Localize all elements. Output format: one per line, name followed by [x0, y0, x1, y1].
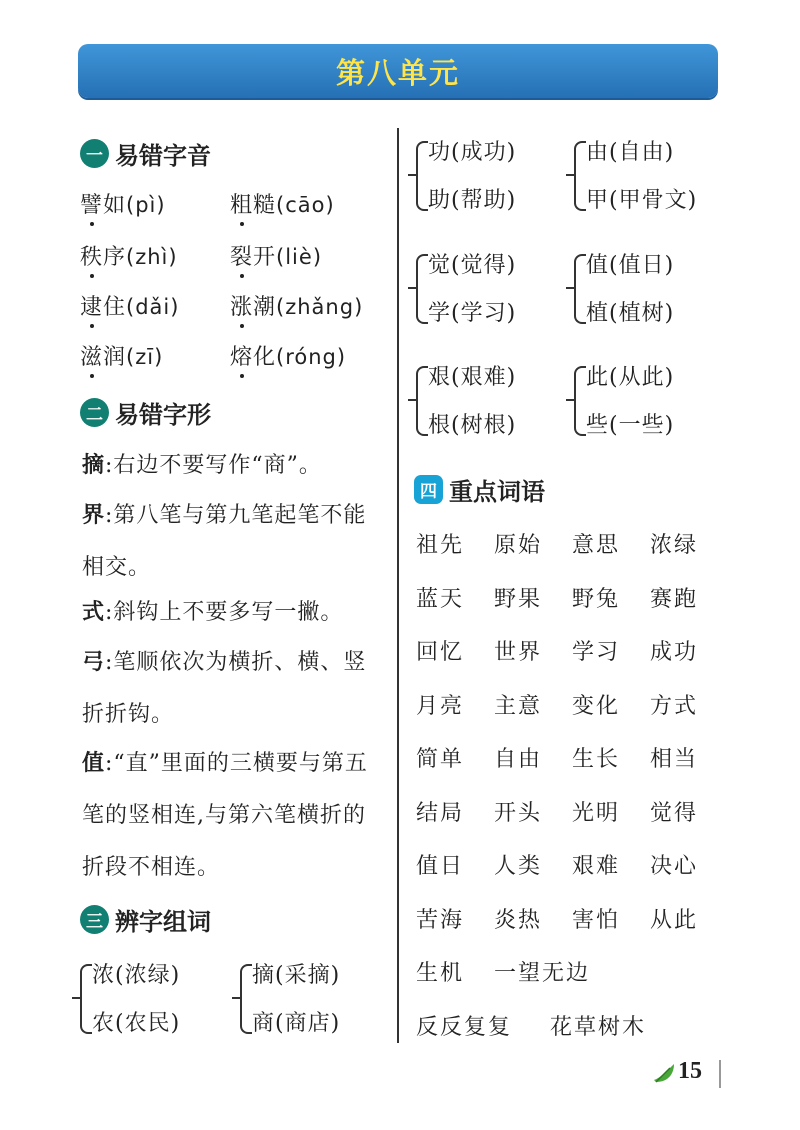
pair-word-2: 学(学习)	[428, 301, 517, 326]
section-4-badge: 四	[414, 475, 443, 504]
unit-banner	[78, 44, 718, 98]
brace-icon	[574, 141, 586, 211]
section-2-badge: 二	[80, 398, 109, 427]
vocab-word: 方式	[650, 693, 699, 719]
pair-word-2: 农(农民)	[92, 1011, 181, 1036]
pair-word-1: 摘(采摘)	[252, 963, 341, 988]
vocab-word: 值日	[416, 854, 465, 879]
vocab-word: 生长	[572, 747, 621, 772]
pronunciation-item	[80, 340, 163, 371]
pair-word-1: 艰(艰难)	[428, 365, 517, 390]
pronunciation-item	[230, 290, 363, 321]
glyph-rule	[82, 738, 387, 894]
pair-word-1: 浓(浓绿)	[92, 963, 181, 988]
glyph-rule	[82, 440, 387, 492]
rule-char: 式	[82, 600, 106, 625]
rule-char: 界	[82, 503, 106, 528]
brace-icon	[416, 366, 428, 436]
marked-char: 譬	[80, 193, 104, 218]
brace-icon	[574, 254, 586, 324]
vocab-word: 开头	[494, 800, 543, 826]
vocab-word: 苦海	[416, 907, 465, 933]
rule-char: 值	[82, 751, 106, 776]
pinyin: (cāo)	[276, 193, 335, 217]
section-3-heading	[80, 902, 211, 937]
vocab-word: 炎热	[494, 907, 543, 933]
vocab-word: 人类	[494, 854, 543, 879]
vocab-word: 成功	[650, 640, 699, 665]
brace-icon	[416, 141, 428, 211]
vocab-word: 意思	[572, 533, 621, 558]
vocab-word: 光明	[572, 800, 621, 826]
vocab-word: 赛跑	[650, 586, 699, 612]
vocab-word: 艰难	[572, 854, 621, 879]
column-divider	[397, 128, 399, 1043]
rule-text: :笔顺依次为横折、横、竖折折钩。	[82, 650, 367, 727]
marked-char: 熔	[230, 345, 254, 370]
word-char: 如	[103, 193, 127, 218]
pair-word-2: 些(一些)	[586, 413, 675, 438]
vocab-word: 一望无边	[494, 961, 591, 986]
vocab-word: 害怕	[572, 907, 621, 933]
section-3-badge: 三	[80, 905, 109, 934]
rule-text: :斜钩上不要多写一撇。	[105, 600, 344, 625]
section-1-title: 易错字音	[115, 142, 211, 170]
word-char: 润	[103, 345, 127, 370]
pair-word-2: 助(帮助)	[428, 188, 517, 213]
section-2-heading	[80, 395, 211, 430]
vocab-word: 世界	[494, 640, 543, 665]
vocab-word: 月亮	[416, 693, 465, 719]
pair-word-1: 此(从此)	[586, 365, 675, 390]
glyph-rule	[82, 490, 387, 594]
marked-char: 秩	[80, 245, 104, 270]
pronunciation-item	[230, 188, 335, 219]
vocab-word: 变化	[572, 693, 621, 719]
brace-icon	[240, 964, 252, 1034]
section-1-badge: 一	[80, 139, 109, 168]
brace-icon	[574, 366, 586, 436]
pinyin: (zī)	[126, 345, 164, 369]
pair-word-1: 由(自由)	[586, 140, 675, 165]
pronunciation-item	[80, 188, 166, 219]
section-1-heading	[80, 136, 211, 171]
page-edge-line	[719, 1060, 721, 1088]
vocab-word: 浓绿	[650, 533, 699, 558]
pinyin: (pì)	[126, 193, 166, 217]
pinyin: (zhǎng)	[276, 295, 364, 319]
glyph-rule	[82, 587, 387, 639]
section-4-heading	[414, 472, 545, 507]
vocab-word: 自由	[494, 747, 543, 772]
rule-text: :右边不要写作“商”。	[105, 453, 322, 478]
page-number: 15	[678, 1058, 702, 1084]
brace-icon	[416, 254, 428, 324]
vocab-word: 从此	[650, 907, 699, 933]
vocab-word: 反反复复	[416, 1014, 513, 1040]
pronunciation-item	[80, 290, 179, 321]
vocab-word: 野果	[494, 586, 543, 612]
pronunciation-item	[230, 240, 322, 271]
vocab-word: 生机	[416, 961, 465, 986]
pair-word-2: 根(树根)	[428, 413, 517, 438]
vocab-word: 主意	[494, 693, 543, 719]
pronunciation-item	[230, 340, 346, 371]
rule-text: :“直”里面的三横要与第五笔的竖相连,与第六笔横折的折段不相连。	[82, 751, 368, 880]
rule-text: :第八笔与第九笔起笔不能相交。	[82, 503, 367, 580]
section-3-title: 辨字组词	[115, 908, 211, 936]
marked-char: 涨	[230, 295, 254, 320]
word-char: 序	[103, 245, 127, 270]
vocab-word: 结局	[416, 800, 465, 826]
vocab-word: 花草树木	[550, 1014, 647, 1040]
word-char: 糙	[253, 193, 277, 218]
vocab-word: 相当	[650, 747, 699, 772]
marked-char: 逮	[80, 295, 104, 320]
pronunciation-item	[80, 240, 178, 271]
rule-char: 弓	[82, 650, 106, 675]
vocab-word: 蓝天	[416, 586, 465, 612]
pair-word-2: 商(商店)	[252, 1011, 341, 1036]
pair-word-1: 值(值日)	[586, 253, 675, 278]
pinyin: (dǎi)	[126, 295, 180, 319]
leaf-icon	[652, 1060, 678, 1086]
vocab-word: 学习	[572, 640, 621, 665]
pair-word-1: 觉(觉得)	[428, 253, 517, 278]
vocab-word: 回忆	[416, 640, 465, 665]
vocab-word: 简单	[416, 747, 465, 772]
word-char: 住	[103, 295, 127, 320]
word-char: 化	[253, 345, 277, 370]
vocab-word: 野兔	[572, 586, 621, 612]
brace-icon	[80, 964, 92, 1034]
word-char: 开	[253, 245, 277, 270]
pinyin: (liè)	[276, 245, 323, 269]
rule-char: 摘	[82, 453, 106, 478]
word-char: 潮	[253, 295, 277, 320]
pair-word-2: 植(植树)	[586, 301, 675, 326]
pair-word-1: 功(成功)	[428, 140, 517, 165]
pinyin: (zhì)	[126, 245, 178, 269]
marked-char: 粗	[230, 193, 254, 218]
pair-word-2: 甲(甲骨文)	[586, 188, 698, 213]
marked-char: 滋	[80, 345, 104, 370]
vocab-word: 觉得	[650, 800, 699, 826]
marked-char: 裂	[230, 245, 254, 270]
glyph-rule	[82, 637, 387, 741]
vocab-word: 祖先	[416, 533, 465, 558]
pinyin: (róng)	[276, 345, 347, 369]
vocab-word: 原始	[494, 533, 543, 558]
unit-title: 第八单元	[335, 55, 460, 90]
section-4-title: 重点词语	[449, 478, 545, 506]
vocab-word: 决心	[650, 854, 699, 879]
section-2-title: 易错字形	[115, 401, 211, 429]
